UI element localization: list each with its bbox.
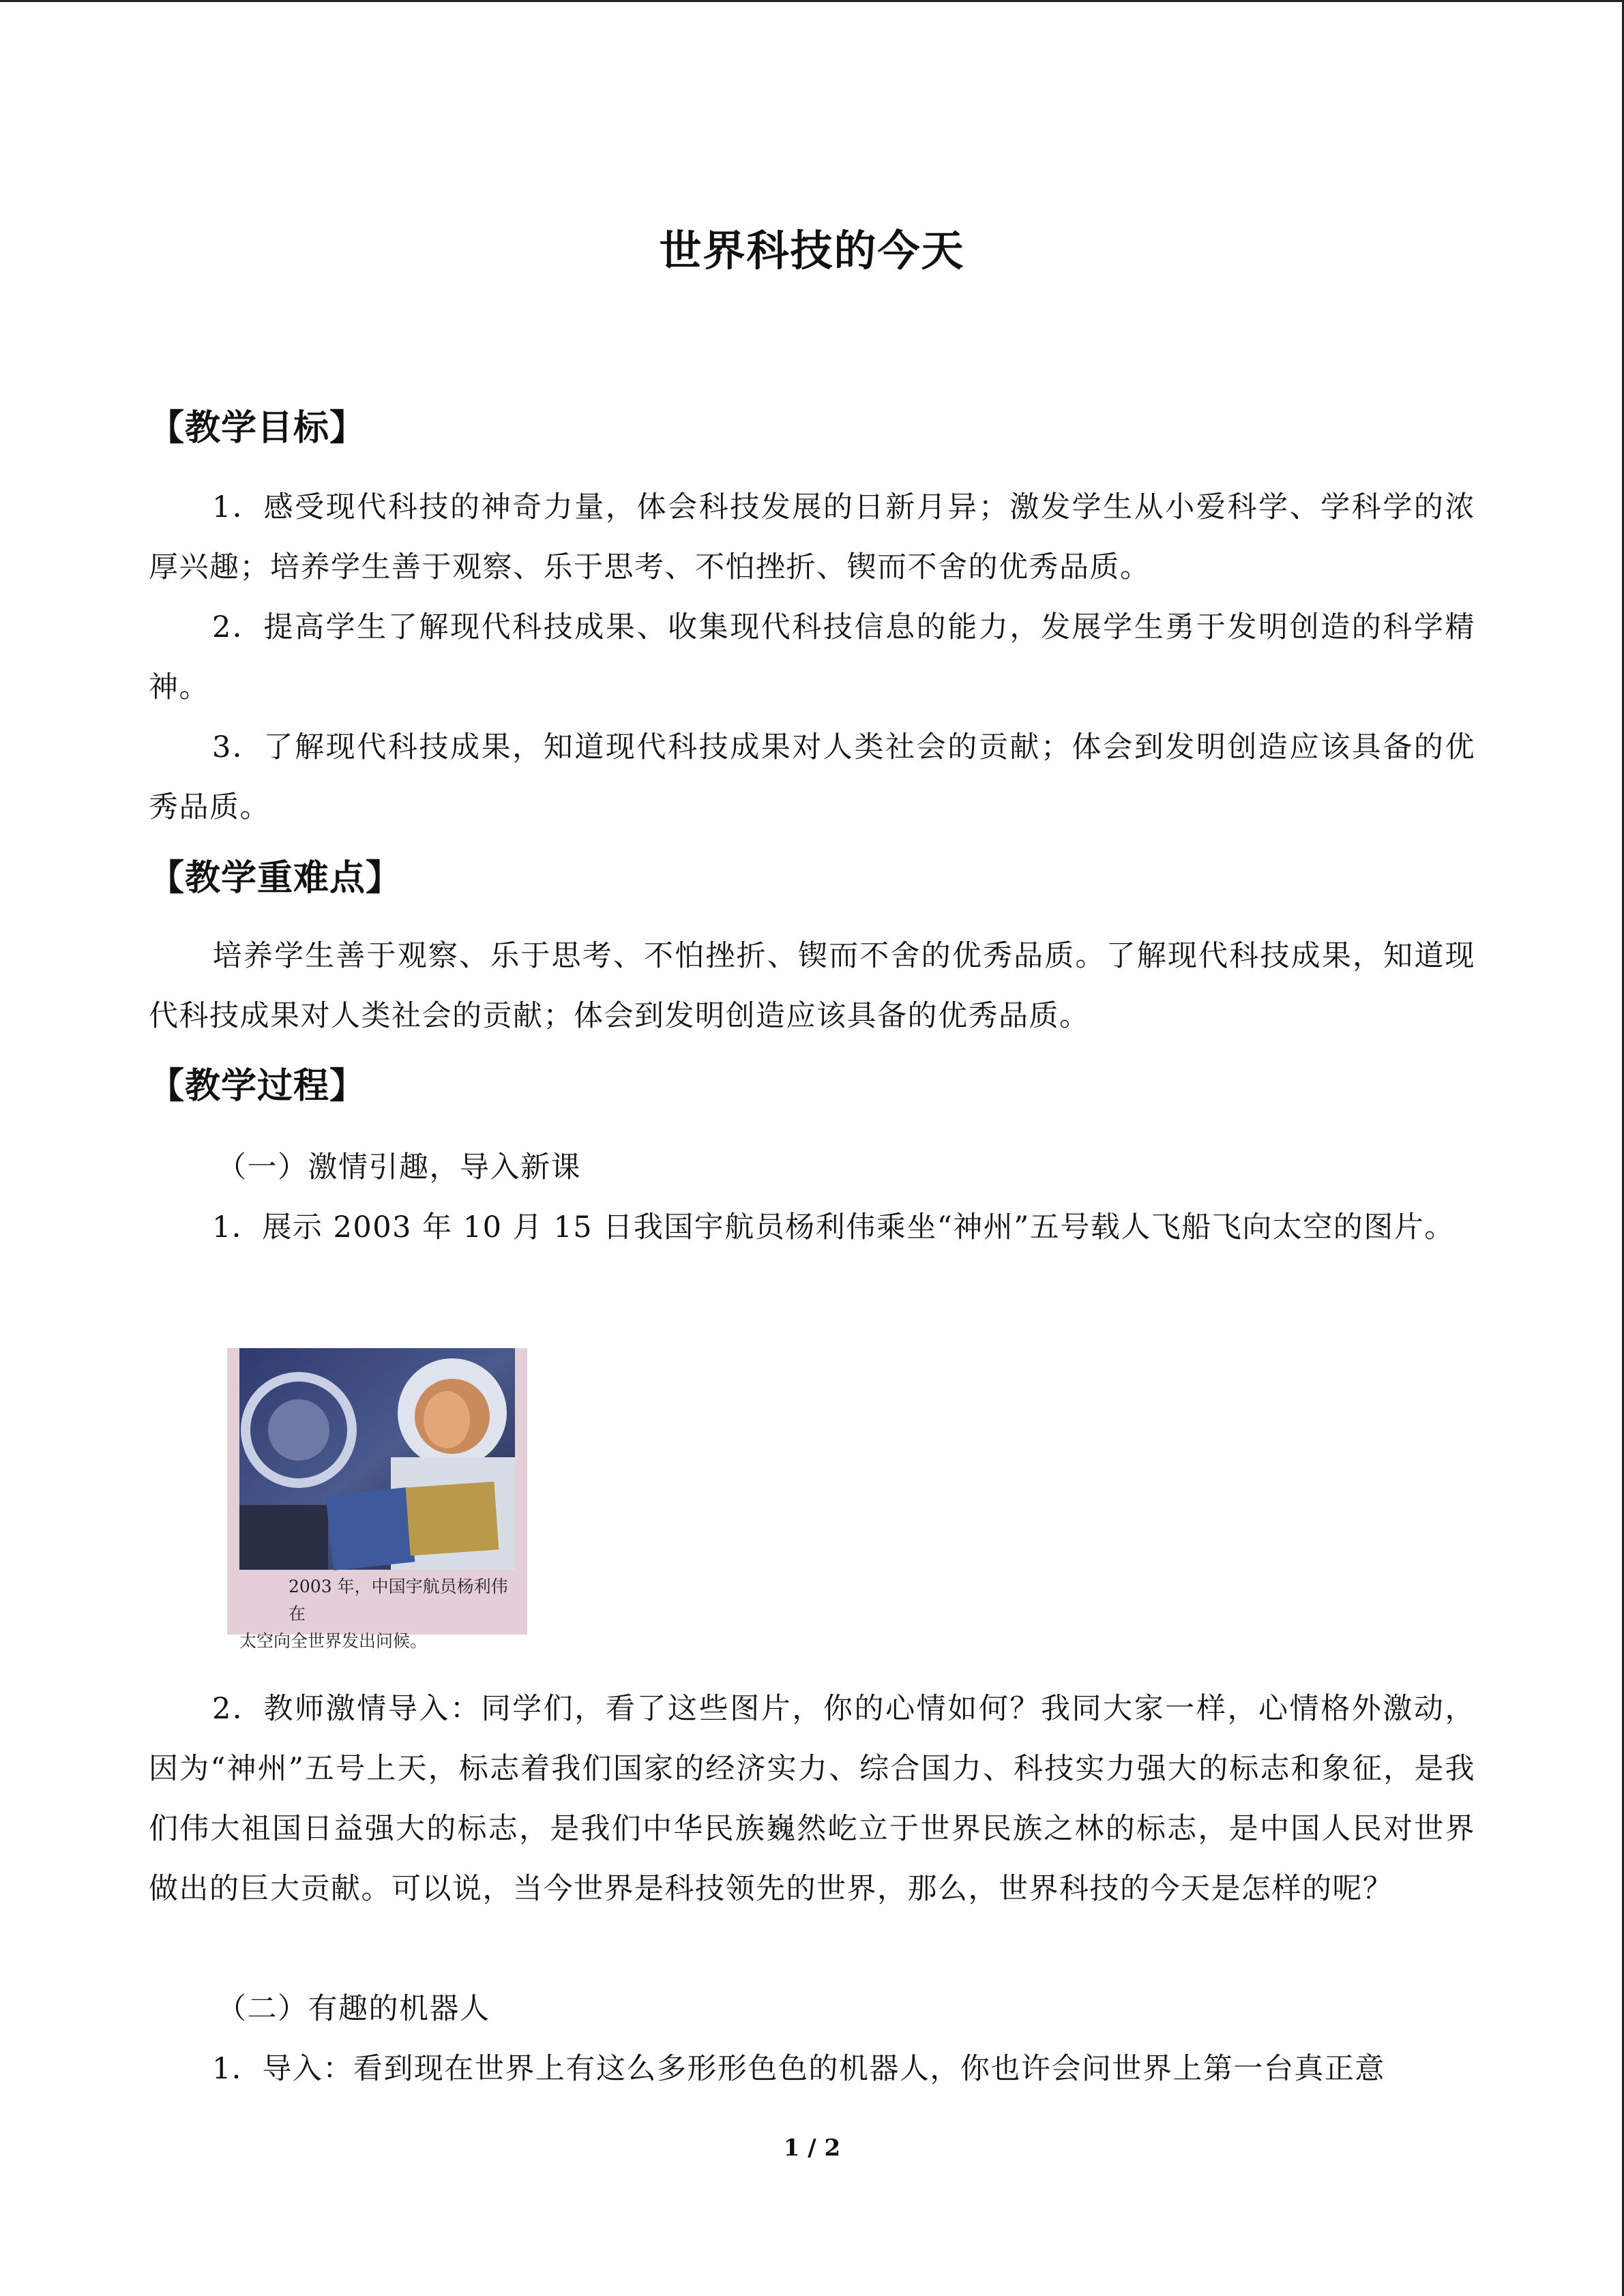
process-part2-item1: 1．导入：看到现在世界上有这么多形形色色的机器人，你也许会问世界上第一台真正意 <box>212 2052 1385 2086</box>
objective-item-1: 1．感受现代科技的神奇力量，体会科技发展的日新月异；激发学生从小爱科学、学科学的浓厚兴趣；培养学生善于观察、乐于思考、不怕挫折、锲而不舍的优秀品质。 <box>149 490 1475 584</box>
astronaut-illustration <box>227 1348 527 1573</box>
key-points-text: 培养学生善于观察、乐于思考、不怕挫折、锲而不舍的优秀品质。了解现代科技成果，知道现代科技成果对人类社会的贡献；体会到发明创造应该具备的优秀品质。 <box>149 939 1475 1033</box>
process-part1-title: （一）激情引趣，导入新课 <box>217 1150 581 1184</box>
objective-item-3: 3．了解现代科技成果，知道现代科技成果对人类社会的贡献；体会到发明创造应该具备的优秀品质。 <box>149 730 1475 824</box>
astronaut-photo <box>227 1348 527 1651</box>
heading-objectives: 【教学目标】 <box>149 408 366 449</box>
process-part1-item1: 1．展示 2003 年 10 月 15 日我国宇航员杨利伟乘坐“神州”五号载人飞船飞向太空的图片。 <box>212 1210 1455 1244</box>
photo-caption: 2003 年，中国宇航员杨利伟在 太空向全世界发出问候。 <box>239 1577 508 1651</box>
heading-key-points: 【教学重难点】 <box>149 858 402 899</box>
document-title: 世界科技的今天 <box>659 226 965 275</box>
objective-item-2: 2．提高学生了解现代科技成果、收集现代科技信息的能力，发展学生勇于发明创造的科学精神。 <box>149 610 1475 704</box>
page-number: 1 / 2 <box>783 2134 841 2162</box>
heading-process: 【教学过程】 <box>149 1066 366 1107</box>
process-part1-item2: 2．教师激情导入：同学们，看了这些图片，你的心情如何？我同大家一样，心情格外激动，因为“神州”五号上天，标志着我们国家的经济实力、综合国力、科技实力强大的标志和象征，是我们伟大祖国日益强大的标志，是我们中华民族巍然屹立于世界民族之林的标志，是中国人民对世界做出的巨大贡献。可以说，当今世界是科技领先的世界，那么，世界科技的今天是怎样的呢？ <box>149 1692 1475 1906</box>
process-part2-title: （二）有趣的机器人 <box>217 1992 490 2026</box>
